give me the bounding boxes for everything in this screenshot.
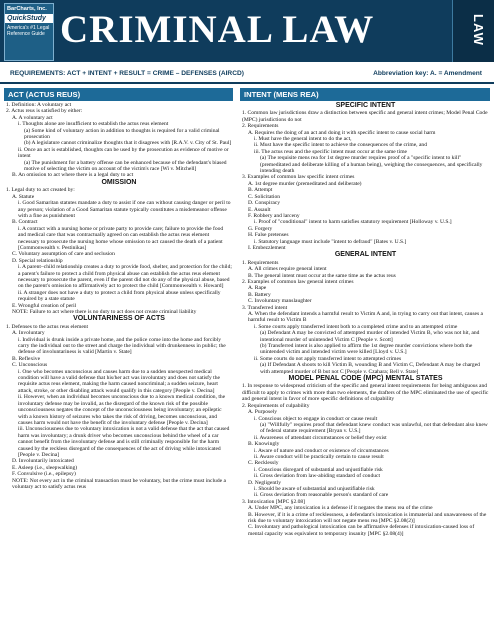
outline-item: H. False pretenses bbox=[248, 232, 289, 239]
outline-item: i. Conscious disregard of substantial and unjustifiable risk bbox=[254, 466, 383, 473]
outline-item: C. Voluntary assumption of care and seclusion bbox=[12, 251, 115, 258]
outline-item: 2. Examples of common law general intent crimes bbox=[242, 278, 354, 285]
outline-item: E. Wrongful creation of peril bbox=[12, 302, 77, 309]
outline-item: 1. Defenses to the actus reus element bbox=[6, 323, 89, 330]
outline-item: i. Individual is drunk inside a private home, and the police come into the home and forcibly carry the individual out to the street and charge the individual with drunkenness in public; the defense of involuntariness is valid [Martin v. State] bbox=[18, 336, 226, 356]
outline-item: B. Attempt bbox=[248, 187, 273, 194]
outline-item: B. An omission to act where there is a legal duty to act bbox=[12, 172, 134, 179]
outline-item: (a) Some kind of voluntary action in addition to thoughts is required for a valid criminal prosecution bbox=[24, 127, 220, 141]
outline-item: A. Rape bbox=[248, 285, 267, 292]
outline-item: i. Should be aware of substantial and unjustifiable risk bbox=[254, 485, 375, 492]
column-heading-intent: INTENT (MENS REA) bbox=[240, 88, 490, 101]
publisher-badge bbox=[4, 3, 54, 61]
subject-tab-label: LAW bbox=[471, 14, 486, 46]
outline-item: iii. Unconsciousness due to voluntary intoxication is not a valid defense that the act that caused harm was involuntary; a drunk driver who becomes unconscious behind the wheel of a car cannot benefit from the involuntary defense and is still criminally responsible for the harm caused by the reckless disregard of the consequences of the act of driving while intoxicated [People v. Decina] bbox=[18, 426, 230, 458]
outline-item: i. Good Samaritan statutes mandate a duty to assist if one can without causing danger or peril to any person; violation of a Good Samaritan statute typically constitutes a misdemeanor offense with a fine as punishment bbox=[18, 200, 231, 219]
outline-item: (a) Defendant A may be convicted of attempted murder of intended Victim B, who was not hit, and intentional murder of unintended Victim C [People v. Scott] bbox=[260, 330, 480, 343]
outline-item: B. Knowingly bbox=[248, 441, 280, 448]
outline-item: i. Thoughts alone are insufficient to establish the actus reus element bbox=[18, 121, 169, 128]
outline-item: NOTE: Not every act in the criminal transaction must be voluntary, but the crime must include a voluntary act to satisfy actus reus bbox=[12, 477, 226, 490]
outline-item: iii. The actus reus and the specific intent must occur at the same time bbox=[254, 148, 408, 155]
outline-item: NOTE: Failure to act where there is no duty to act does not create criminal liability bbox=[12, 309, 197, 315]
left-column bbox=[4, 88, 233, 638]
outline-item: 1. In response to widespread criticism of the specific and general intent requirements for being ambiguous and difficult to apply to crimes with more than two elements, the drafters of the MPC eliminated the use of specific and general intent in favor of more specific definitions of culpability bbox=[242, 383, 489, 403]
outline-item: F. Convulsive (i.e., epilepsy) bbox=[12, 471, 76, 478]
outline-item: 2. Requirements of culpability bbox=[242, 402, 310, 409]
outline-item: 1. Legal duty to act created by: bbox=[6, 187, 75, 194]
outline-item: ii. Once an act is established, thoughts can be used by the prosecution as evidence of motive or intent bbox=[18, 146, 229, 160]
outline-item: B. Battery bbox=[248, 291, 271, 298]
outline-item: (a) The requisite mens rea for 1st degree murder requires proof of a "specific intent to kill" (premeditated and deliberate killing of a human being), weighing the consequences, and specifically intending death bbox=[260, 155, 483, 175]
outline-item: E. Assault bbox=[248, 206, 271, 213]
section-heading: VOLUNTARINESS OF ACTS bbox=[73, 315, 165, 323]
outline-item: A. A voluntary act bbox=[12, 114, 53, 121]
outline-item: 3. Intoxication [MPC §2.08] bbox=[242, 498, 306, 505]
outline-item: A. Requires the doing of an act and doing it with specific intent to cause social harm bbox=[248, 129, 436, 136]
outline-item: i. Aware of nature and conduct or existence of circumstances bbox=[254, 447, 389, 454]
left-column-body bbox=[4, 101, 233, 490]
subject-tab bbox=[452, 0, 494, 62]
outline-item: C. Involuntary and pathological intoxication can be affirmative defenses if intoxication-caused loss of mental capacity was equivalent to temporary insanity [MPC §2.08(4)] bbox=[248, 524, 475, 537]
outline-item: B. Contract bbox=[12, 219, 38, 226]
section-heading: OMISSION bbox=[101, 178, 137, 186]
publisher-name: BarCharts, Inc. bbox=[7, 6, 47, 12]
outline-item: i. Proof of "conditional" intent to harm satisfies statutory requirement [Holloway v. U.S.] bbox=[254, 219, 452, 226]
outline-item: i. Some courts apply transferred intent both to a completed crime and to an attempted crime bbox=[254, 323, 458, 330]
outline-item: 3. Examples of common law specific intent crimes bbox=[242, 174, 355, 181]
outline-item: A. Purposely bbox=[248, 409, 277, 416]
tagline-2: Reference Guide bbox=[7, 31, 45, 37]
outline-item: i. A parent–child relationship creates a duty to provide food, shelter, and protection for the child; a parent's failure to protect a child from physical abuse can establish the actus reus element necessary to prosecute the parent, even if the parent did not do any of the physical abuse, based on the parent's omission to affirmatively act to protect the child [Commonwealth v. Howard] bbox=[18, 264, 232, 290]
outline-item: (a) If Defendant A shoots to kill Victim B, wounding B and Victim C, Defendant A may be charged with attempted murder of B but not C [People v. Czahara; Bell v. State] bbox=[260, 362, 480, 375]
outline-item: 3. Transferred intent bbox=[242, 304, 288, 311]
outline-item: i. Must have the general intent to do the act, bbox=[254, 136, 352, 143]
series-logo: QuickStudy bbox=[5, 14, 53, 23]
outline-item: i. Conscious object to engage in conduct or cause result bbox=[254, 415, 378, 422]
outline-item: A. When the defendant intends a harmful result to Victim A and, in trying to carry out that intent, causes a harmful result to Victim B bbox=[248, 311, 483, 324]
page-title: CRIMINAL LAW bbox=[60, 8, 375, 51]
outline-item: D. Conspiracy bbox=[248, 200, 281, 207]
outline-item: (a) "Willfully" requires proof that defendant knew conduct was unlawful, not that defendant also knew of federal statute requirement [Bryan v. U.S.] bbox=[260, 421, 488, 435]
section-heading: SPECIFIC INTENT bbox=[335, 102, 396, 109]
outline-item: A. Involuntary bbox=[12, 330, 45, 337]
right-column bbox=[240, 88, 490, 638]
outline-item: i. Statutory language must include "intent to defraud" [Bates v. U.S.] bbox=[254, 238, 407, 245]
tagline-1: America's #1 Legal bbox=[7, 25, 50, 31]
outline-item: ii. Aware conduct will be practically certain to cause result bbox=[254, 453, 384, 460]
outline-item: (b) A legislature cannot criminalize thoughts that it disagrees with [R.A.V. v. City of St. Paul] bbox=[24, 140, 232, 147]
outline-item: ii. Awareness of attendant circumstances or belief they exist bbox=[254, 434, 387, 441]
outline-item: A. All crimes require general intent bbox=[248, 266, 327, 273]
outline-item: 2. Requirements bbox=[242, 123, 279, 130]
outline-item: 1. Definition: A voluntary act bbox=[6, 102, 72, 108]
outline-item: ii. A stranger does not have a duty to protect a child from physical abuse unless specifically required by a state statute bbox=[18, 289, 221, 303]
outline-item: i. One who becomes unconscious and causes harm due to a sudden unexpected medical condition will have a valid defense that his/her act was involuntary and does not satisfy the requisite actus reus element, making the harm caused noncriminal; a sudden seizure, heart attack, stroke, or other disabling attack would qualify in this category [People v. Decina] bbox=[18, 368, 220, 394]
outline-item: (b) Transferred intent is also applied to affirm the 1st degree murder convictions where both the unintended victim and intended victim were killed [Lloyd v. U.S.] bbox=[260, 343, 473, 356]
outline-item: B. Reflexive bbox=[12, 355, 41, 362]
outline-item: I. Embezzlement bbox=[248, 244, 286, 251]
requirements-bar bbox=[0, 69, 494, 81]
outline-item: ii. However, when an individual becomes unconscious due to a known medical condition, the involuntary defense may be invalid, as the disregard of the known risk of the possible unconsciousness negates the concept of the unconsciousness being involuntary; an epileptic with a known history of seizures who takes the risk of driving, becomes unconscious, and causes harm would not have the benefit of the involuntary defense [People v. Decina] bbox=[18, 394, 226, 426]
column-heading-act: ACT (ACTUS REUS) bbox=[4, 88, 233, 101]
outline-item: 1. Requirements bbox=[242, 259, 279, 266]
outline-item: A. Under MPC, any intoxication is a defense if it negates the mens rea of the crime bbox=[248, 505, 433, 512]
outline-item: G. Forgery bbox=[248, 225, 273, 232]
outline-item: ii. Gross deviation from law-abiding standard of conduct bbox=[254, 473, 381, 480]
header-divider bbox=[0, 82, 494, 84]
outline-item: ii. Some courts do not apply transferred intent to attempted crimes bbox=[254, 355, 402, 362]
outline-item: 1. Common law jurisdictions draw a distinction between specific and general intent crimes; Model Penal Code (MPC) jurisdictions do not bbox=[242, 110, 488, 123]
abbreviation-key: Abbreviation key: A. = Amendment bbox=[373, 70, 482, 77]
outline-item: C. Solicitation bbox=[248, 193, 281, 200]
right-column-body bbox=[240, 101, 490, 537]
outline-item: A. 1st degree murder (premeditated and deliberate) bbox=[248, 180, 362, 187]
outline-item: D. Special relationship bbox=[12, 257, 63, 264]
outline-item: B. However, if it is a crime of recklessness, a defendant's intoxication is immaterial and unawareness of the risk due to voluntary intoxication will not negate mens rea [MPC §2.08(2)] bbox=[248, 511, 487, 524]
outline-item: i. A contract with a nursing home or private party to provide care; failure to provide the food and medical care that was contractually agreed on can establish the actus reus element necessary to prosecute the nursing home whose omission to act caused the death of a patient [Commonwealth v. Pestinikas] bbox=[18, 225, 224, 251]
outline-item: C. Involuntary manslaughter bbox=[248, 298, 312, 305]
section-heading: GENERAL INTENT bbox=[334, 251, 397, 259]
outline-item: 2. Actus reus is satisfied by either: bbox=[6, 108, 83, 115]
header-banner bbox=[0, 0, 494, 62]
section-heading: MODEL PENAL CODE (MPC) MENTAL STATES bbox=[288, 375, 443, 383]
outline-item: ii. Must have the specific intent to achieve the consequences of the crime, and bbox=[254, 142, 427, 149]
outline-item: D. Involuntarily intoxicated bbox=[12, 458, 74, 465]
outline-item: C. Recklessly bbox=[248, 460, 279, 467]
outline-item: C. Unconscious bbox=[12, 362, 48, 369]
outline-item: ii. Gross deviation from reasonable person's standard of care bbox=[254, 492, 389, 499]
outline-item: B. The general intent must occur at the same time as the actus reus bbox=[248, 272, 396, 279]
outline-item: D. Negligently bbox=[248, 479, 281, 486]
outline-item: F. Robbery and larceny bbox=[248, 212, 300, 219]
outline-item: E. Asleep (i.e., sleepwalking) bbox=[12, 464, 78, 471]
requirements-formula: REQUIREMENTS: ACT + INTENT + RESULT = CRIME – DEFENSES (AIRCD) bbox=[10, 70, 244, 77]
outline-item: A. Statute bbox=[12, 193, 35, 200]
outline-item: (a) The punishment for a battery offense can be enhanced because of the defendant's biased motive of selecting the victim on account of the victim's race [Wi v. Mitchell] bbox=[24, 159, 227, 173]
